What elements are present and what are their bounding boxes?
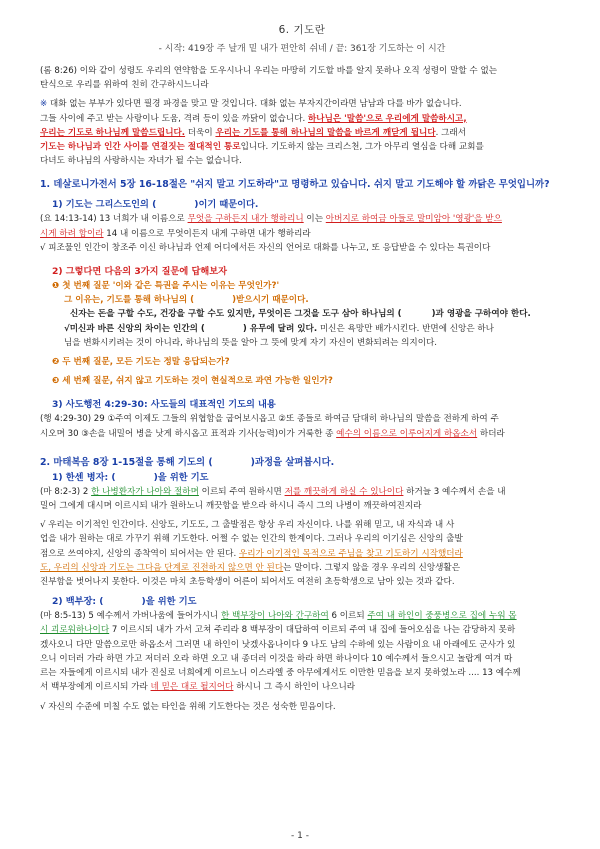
intro-note-line: 기도는 하나님과 인간 사이를 연결짓는 절대적인 통로입니다. 기도하지 않는 크리스천, 그가 아무리 열심을 다해 교회를 bbox=[40, 142, 484, 153]
highlight-text: 하나님은 '말씀'으로 우리에게 말씀하시고, bbox=[307, 113, 467, 124]
verse-line: 시게 하려 함이라 14 내 이름으로 무엇이든지 내게 구하면 내가 행하리라 bbox=[40, 228, 311, 239]
highlight-text: 기도는 하나님과 인간 사이를 연결짓는 절대적인 통로 bbox=[40, 142, 241, 153]
verse-line: 서 백부장에게 이르시되 가라 네 믿은 대로 될지어다 하시니 그 즉시 하인이 나으니라 bbox=[40, 682, 356, 693]
comment-line: 점으로 쓰여야지, 신앙의 종착역이 되어서는 안 된다. 우리가 이기적인 목적으로 주님을 찾고 기도하기 시작했더라 bbox=[40, 548, 463, 559]
highlight-text: 우리는 기도로 하나님께 말씀드립니다. bbox=[40, 127, 186, 138]
verse-line: 시 괴로워하나이다 7 이르시되 내가 가서 고쳐 주리라 8 백부장이 대답하여 이르되 주여 내 집에 들어오심을 나는 감당하지 못하 bbox=[40, 625, 516, 636]
page-number: - 1 - bbox=[291, 831, 309, 841]
question-2-heading: 2) 그렇다면 다음의 3가지 질문에 답해보자 bbox=[52, 266, 227, 278]
intro-note-line: 우리는 기도로 하나님께 말씀드립니다. 더욱이 우리는 기도를 통해 하나님의 말씀을 바르게 깨닫게 됩니다. 그래서 bbox=[40, 127, 467, 138]
comment-line: √ 우리는 이기적인 인간이다. 신앙도, 기도도, 그 출발점은 항상 우리 자신이다. 나를 위해 믿고, 내 자식과 내 사 bbox=[40, 520, 455, 531]
sub-question-3: ❸ 세 번째 질문, 쉬지 않고 기도하는 것이 현실적으로 과연 가능한 일인가? bbox=[52, 376, 333, 387]
intro-note-line: 다녀도 하나님의 사랑하시는 자녀가 될 수는 없습니다. bbox=[40, 156, 242, 167]
question-3-heading: 3) 사도행전 4:29-30: 사도들의 대표적인 기도의 내용 bbox=[52, 399, 276, 411]
answer-line: 그 이유는, 기도를 통해 하나님의 ( )받으시기 때문이다. bbox=[64, 295, 309, 306]
verse-line: (마 8:5-13) 5 예수께서 가버나움에 들어가시니 한 백부장이 나아와 간구하여 6 이르되 주여 내 하인이 중풍병으로 집에 누워 몹 bbox=[40, 611, 517, 622]
hymn-subtitle: - 시작: 419장 주 날개 밑 내가 편안히 쉬네 / 끝: 361장 기도하는 이 시간 bbox=[158, 44, 446, 54]
sub-question-1: ❶ 첫 번째 질문 '이와 같은 특권을 주시는 이유는 무엇인가?' bbox=[52, 281, 280, 292]
verse-line: 으니 이더러 가라 하면 가고 저더러 오라 하면 오고 내 종더러 이것을 하라 하면 하나이다 10 예수께서 들으시고 놀랍게 여겨 따 bbox=[40, 653, 513, 664]
section-2-heading: 2. 마태복음 8장 1-15절을 통해 기도의 ( )과정을 살펴봅시다. bbox=[40, 456, 335, 468]
comment-line: √ 자신의 수준에 미칠 수도 없는 타인을 위해 기도한다는 것은 성숙한 믿음이다. bbox=[40, 701, 336, 712]
intro-verse-line: (롬 8:26) 이와 같이 성령도 우리의 연약함을 도우시나니 우리는 마땅히 기도할 바를 알지 못하나 오직 성령이 말할 수 없는 bbox=[40, 66, 498, 76]
comment-line: 도, 우리의 신앙과 기도는 그다음 단계로 진전하지 않으면 안 된다는 말이다. 그렇지 않을 경우 우리의 신앙생활은 bbox=[40, 562, 461, 573]
comment-line: √ 피조물인 인간이 창조주 이신 하나님과 언제 어디에서든 자신의 언어로 대화를 나누고, 또 응답받을 수 있다는 특권이다 bbox=[40, 242, 491, 253]
verse-line: (마 8:2-3) 2 한 나병환자가 나아와 절하며 이르되 주여 원하시면 저를 깨끗하게 하실 수 있나이다 하거늘 3 예수께서 손을 내 bbox=[40, 486, 506, 497]
section-1-heading: 1. 데살로니가전서 5장 16-18절은 "쉬지 말고 기도하라"고 명령하고 있습니다. 쉬지 말고 기도해야 할 까닭은 무엇입니까? bbox=[40, 179, 550, 191]
sub-question-2: ❷ 두 번째 질문, 모든 기도는 정말 응답되는가? bbox=[52, 357, 230, 368]
verse-line: (요 14:13-14) 13 너희가 내 이름으로 무엇을 구하든지 내가 행하리니 이는 아버지로 하여금 아들로 말미암아 '영광'을 받으 bbox=[40, 214, 502, 225]
verse-line: (행 4:29-30) 29 ①주여 이제도 그들의 위협함을 굽어보시옵고 ②또 종들로 하여금 담대히 하나님의 말씀을 전하게 하여 주 bbox=[40, 414, 499, 425]
highlight-text: 우리는 기도를 통해 하나님의 말씀을 바르게 깨닫게 됩니다 bbox=[215, 127, 436, 138]
verse-line: 밀어 그에게 대시며 이르시되 내가 원하노니 깨끗함을 받으라 하시니 즉시 그의 나병이 깨끗하여진지라 bbox=[40, 501, 422, 512]
document-title: 6. 기도란 bbox=[278, 24, 326, 36]
subsection-1-heading: 1) 한센 병자: ( )을 위한 기도 bbox=[52, 471, 209, 483]
intro-verse-line: 탄식으로 우리를 위하여 친히 간구하시느니라 bbox=[40, 80, 209, 91]
answer-line: √미신과 바른 신앙의 차이는 인간의 ( ) 유무에 달려 있다. 미신은 욕망만 배가시킨다. 반면에 신앙은 하나 bbox=[64, 323, 494, 334]
intro-note-line: ※ 대화 없는 부부가 있다면 필경 파경을 맞고 말 것입니다. 대화 없는 부자지간이라면 남남과 다를 바가 없습니다. bbox=[40, 99, 462, 110]
note-mark: ※ bbox=[40, 99, 48, 110]
verse-line: 겠사오니 다만 말씀으로만 하옵소서 그러면 내 하인이 낫겠사옵나이다 9 나도 남의 수하에 있는 사람이요 내 아래에도 군사가 있 bbox=[40, 639, 516, 650]
intro-note-line: 그들 사이에 주고 받는 사랑이나 도움, 격려 등이 있을 까닭이 없습니다. 하나님은 '말씀'으로 우리에게 말씀하시고, bbox=[40, 113, 467, 124]
comment-line: 진부함을 벗어나지 못한다. 이것은 마치 초등학생이 어른이 되어서도 여전히 초등학생으로 남아 있는 것과 같다. bbox=[40, 577, 455, 588]
answer-line: 님을 변화시키려는 것이 아니라, 하나님의 뜻을 알아 그 뜻에 맞게 자기 자신이 변화되려는 의지이다. bbox=[64, 337, 438, 348]
answer-line: 신자는 돈을 구할 수도, 건강을 구할 수도 있지만, 무엇이든 그것을 도구 삼아 하나님의 ( )과 영광을 구하여야 한다. bbox=[70, 309, 531, 320]
subsection-2-heading: 2) 백부장: ( )을 위한 기도 bbox=[52, 596, 197, 608]
verse-line: 시오며 30 ③손을 내밀어 병을 낫게 하시옵고 표적과 기사(능력)이가 거룩한 종 예수의 이름으로 이루어지게 하옵소서 하더라 bbox=[40, 428, 505, 439]
verse-line: 르는 자들에게 이르시되 내가 진실로 너희에게 이르노니 이스라엘 중 아무에게서도 이만한 믿음을 보지 못하였노라 .... 13 예수께 bbox=[40, 668, 521, 679]
comment-line: 업을 내가 원하는 대로 가꾸기 위해 기도한다. 어쩔 수 없는 인간의 한계이다. 그러나 우리의 이기심은 신앙의 출발 bbox=[40, 534, 463, 545]
question-1-heading: 1) 기도는 그리스도인의 ( )이기 때문이다. bbox=[52, 199, 259, 211]
